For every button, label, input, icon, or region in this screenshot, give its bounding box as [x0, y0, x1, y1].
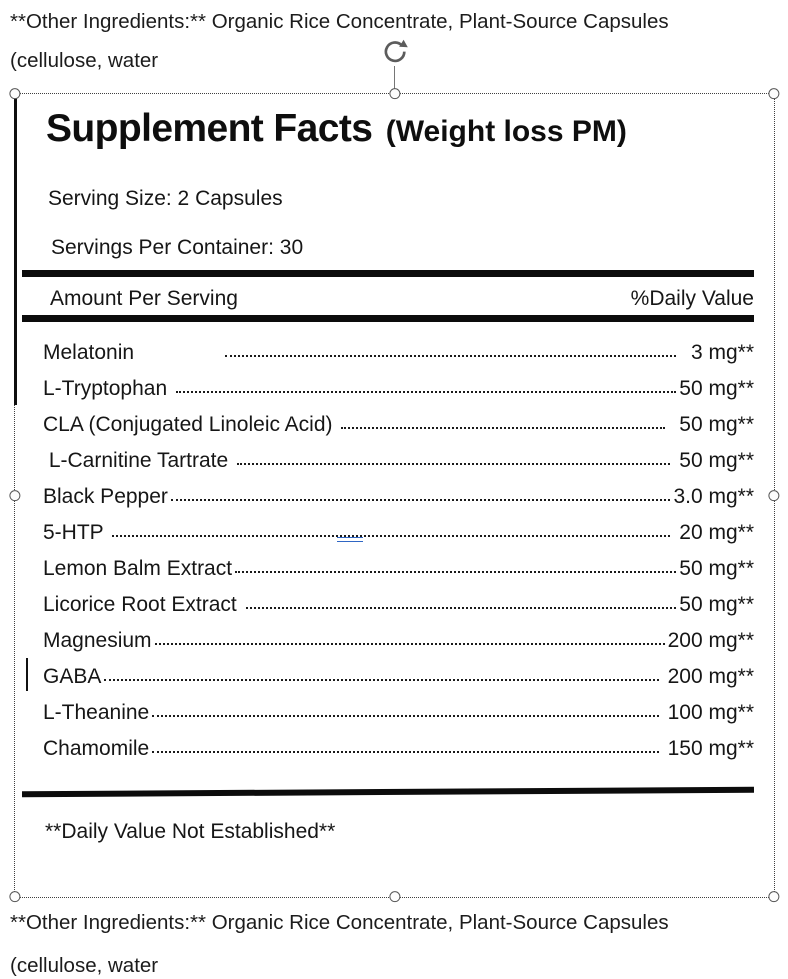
- ingredient-name: Magnesium: [43, 629, 152, 652]
- grammar-check-underline: [337, 537, 363, 542]
- dotted-leader: [246, 607, 677, 609]
- ingredient-amount: 20 mg**: [673, 521, 754, 544]
- ingredient-name: Melatonin: [43, 341, 222, 364]
- ingredient-name: L-Theanine: [43, 701, 150, 724]
- ingredient-row: [22, 727, 754, 763]
- selection-handle-middle-right[interactable]: [768, 490, 779, 501]
- thick-divider: [22, 315, 754, 322]
- ingredient-row: [22, 691, 754, 727]
- dotted-leader: [176, 391, 676, 393]
- other-ingredients-text-bottom: [10, 901, 782, 979]
- ingredient-amount: 50 mg**: [679, 377, 754, 400]
- ingredient-row: [22, 475, 754, 511]
- panel-title: Supplement Facts: [46, 107, 373, 150]
- other-ingredients-line: **Other Ingredients:** Organic Rice Concentrate, Plant-Source Capsules: [10, 10, 669, 33]
- ingredient-name: GABA: [43, 665, 102, 688]
- ingredient-row: [22, 547, 754, 583]
- circular-arrow-icon: [380, 37, 410, 67]
- dotted-leader: [235, 571, 676, 573]
- dotted-leader: [104, 679, 658, 681]
- thick-divider: [22, 787, 754, 797]
- dotted-leader: [341, 427, 664, 429]
- other-ingredients-line: **Other Ingredients:** Organic Rice Concentrate, Plant-Source Capsules: [10, 911, 669, 934]
- thick-divider: [22, 270, 754, 277]
- other-ingredients-line: (cellulose, water: [10, 49, 159, 72]
- dotted-leader: [155, 643, 665, 645]
- ingredient-name: Licorice Root Extract: [43, 593, 243, 616]
- ingredient-name: CLA (Conjugated Linoleic Acid): [43, 413, 339, 436]
- ingredient-row: [22, 403, 754, 439]
- ingredient-row: [22, 439, 754, 475]
- ingredient-row: [22, 655, 754, 691]
- ingredient-amount: 50 mg**: [667, 413, 754, 436]
- ingredient-row: [22, 511, 754, 547]
- other-ingredients-line: (cellulose, water: [10, 954, 159, 977]
- text-cursor-caret: [26, 658, 28, 691]
- amount-per-serving-header: Amount Per Serving: [50, 287, 238, 310]
- ingredient-name: Black Pepper: [43, 485, 168, 508]
- daily-value-footnote: **Daily Value Not Established**: [45, 820, 336, 843]
- ingredient-row: [22, 619, 754, 655]
- ingredient-row: [22, 583, 754, 619]
- ingredient-amount: 200 mg**: [661, 665, 754, 688]
- daily-value-header: %Daily Value: [630, 287, 754, 310]
- ingredient-amount: 150 mg**: [661, 737, 754, 760]
- panel-title-variant: (Weight loss PM): [385, 115, 627, 148]
- ingredient-amount: 200 mg**: [667, 629, 754, 652]
- ingredient-amount: 50 mg**: [673, 449, 754, 472]
- selection-handle-top-right[interactable]: [768, 88, 779, 99]
- servings-per-container-text: Servings Per Container: 30: [51, 236, 304, 259]
- dotted-leader: [152, 751, 659, 753]
- supplement-facts-panel: [15, 94, 774, 897]
- dotted-leader: [171, 499, 671, 501]
- selection-handle-top-left[interactable]: [9, 88, 20, 99]
- ingredient-amount: 3 mg**: [679, 341, 754, 364]
- ingredient-amount: 100 mg**: [661, 701, 754, 724]
- selection-handle-top-center[interactable]: [389, 88, 400, 99]
- column-header-row: [22, 277, 754, 312]
- selection-handle-middle-left[interactable]: [9, 490, 20, 501]
- ingredient-name: L-Tryptophan: [43, 377, 173, 400]
- ingredient-list: [22, 331, 754, 763]
- dotted-leader: [112, 535, 670, 537]
- serving-size-text: Serving Size: 2 Capsules: [48, 187, 283, 210]
- ingredient-row: [22, 367, 754, 403]
- ingredient-name: Lemon Balm Extract: [43, 557, 233, 580]
- ingredient-row: [22, 331, 754, 367]
- selected-label-object[interactable]: [14, 93, 775, 898]
- ingredient-name: L-Carnitine Tartrate: [43, 449, 235, 472]
- ingredient-name: Chamomile: [43, 737, 150, 760]
- ingredient-amount: 50 mg**: [679, 593, 754, 616]
- dotted-leader: [237, 463, 670, 465]
- rotate-handle-icon[interactable]: [380, 37, 410, 67]
- ingredient-name: 5-HTP: [43, 521, 110, 544]
- dotted-leader: [225, 355, 677, 357]
- ingredient-amount: 3.0 mg**: [673, 485, 754, 508]
- ingredient-amount: 50 mg**: [679, 557, 754, 580]
- dotted-leader: [152, 715, 659, 717]
- panel-title-row: [22, 107, 754, 151]
